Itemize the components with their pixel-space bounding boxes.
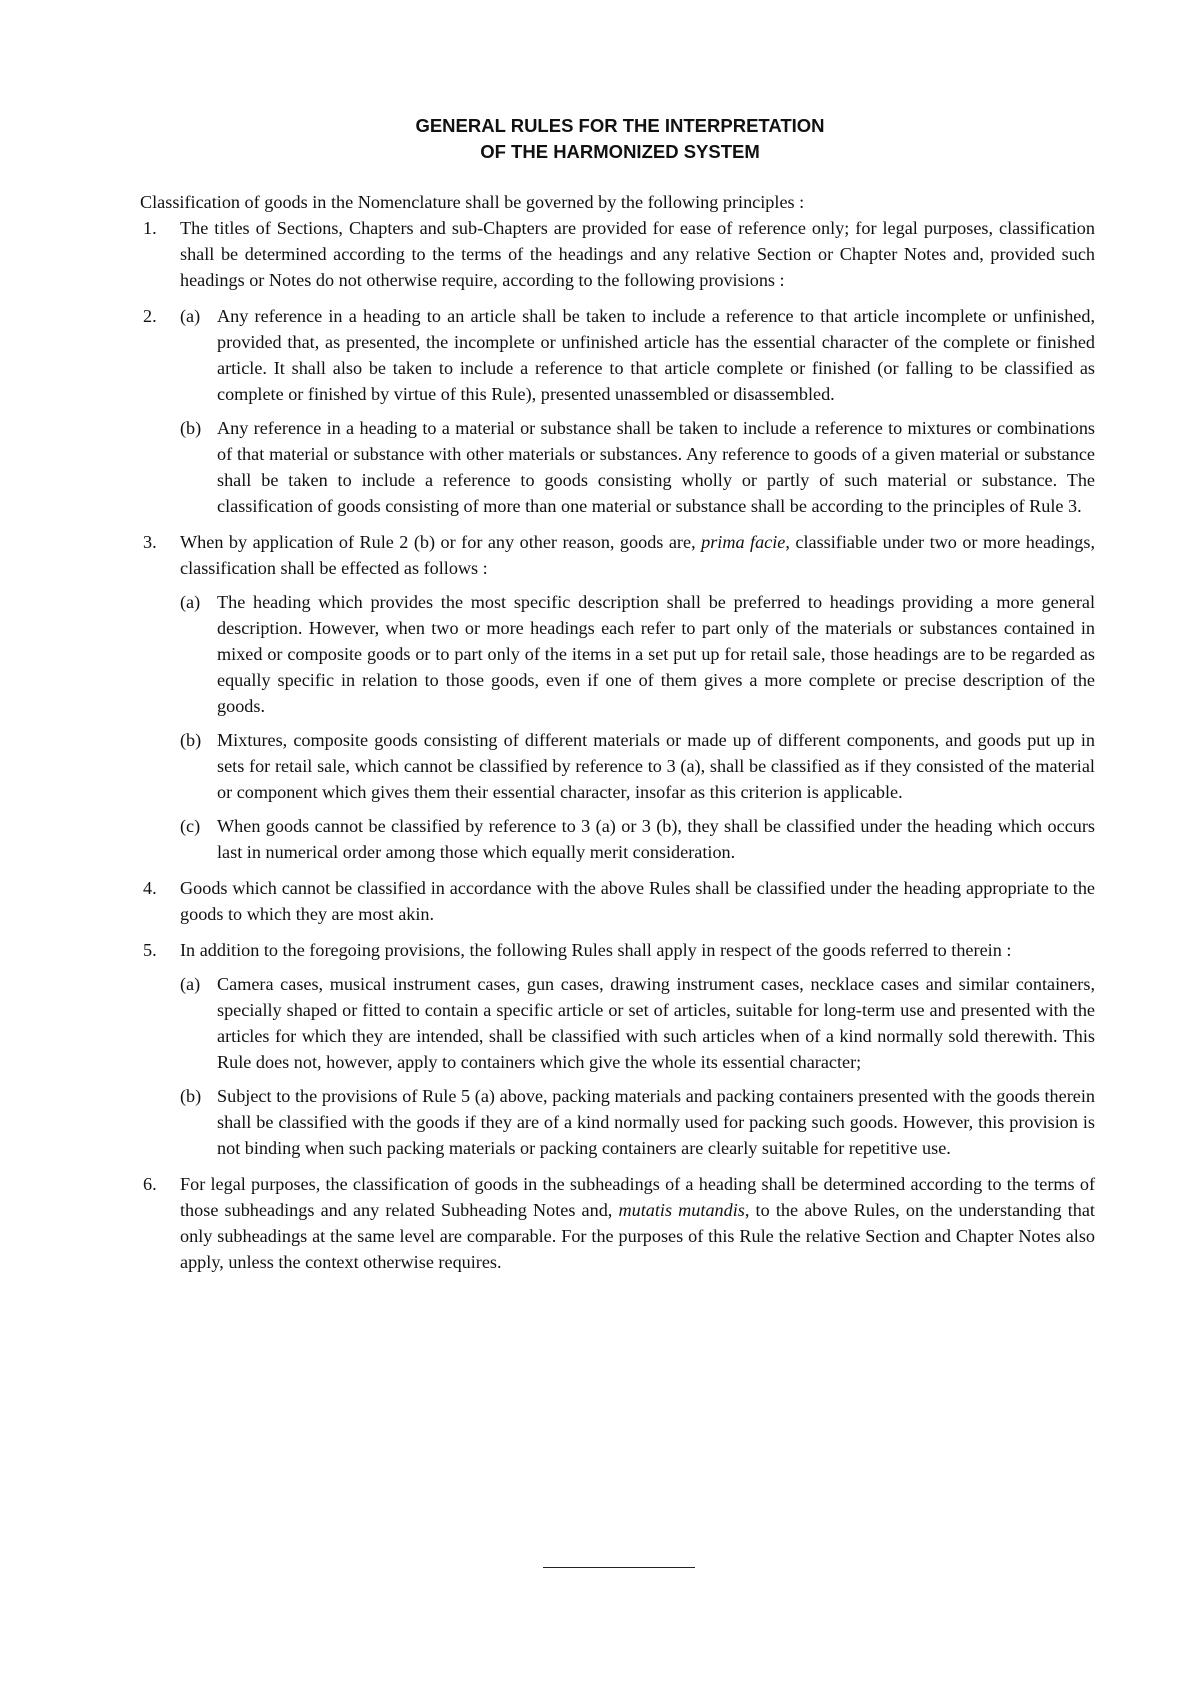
rule-1 — [140, 215, 1095, 293]
footer-divider — [543, 1567, 695, 1568]
intro-text-before: When by application of Rule 2 (b) or for any other reason, goods are, — [180, 532, 702, 552]
rule-number: 1. — [143, 218, 157, 238]
intro-text-after: , classifiable under two or more headings, classification shall be effected as follows : — [180, 532, 1095, 578]
rule-4 — [140, 875, 1095, 927]
sub-text: Any reference in a heading to a material or substance shall be taken to include a reference to mixtures or combinations of that material or substance with other materials or substances. Any reference to goods of a given material or substance shall be taken to include a reference to goods consisting wholly or partly of such material or substance. The classification of goods consisting of more than one material or substance shall be according to the principles of Rule 3. — [217, 418, 1095, 516]
page-title — [0, 113, 1200, 165]
title-line-1: GENERAL RULES FOR THE INTERPRETATION — [415, 115, 825, 136]
rule-3b — [180, 727, 1095, 805]
sub-text: Any reference in a heading to an article shall be taken to include a reference to that article incomplete or unfinished, provided that, as presented, the incomplete or unfinished article has the essential character of the complete or finished article. It shall also be taken to include a reference to that article complete or finished (or falling to be classified as complete or finished by virtue of this Rule), presented unassembled or disassembled. — [217, 306, 1095, 404]
title-line-2: OF THE HARMONIZED SYSTEM — [480, 141, 760, 162]
rule-2 — [140, 303, 1095, 519]
rule-3 — [140, 529, 1095, 865]
rule-number: 3. — [143, 532, 157, 552]
italic-term: mutatis mutandis — [618, 1200, 745, 1220]
text-before: For legal purposes, the classification of goods in the subheadings of a heading shall be determined according to the terms of those subheadings and any related Subheading Notes and, — [180, 1174, 1095, 1220]
text-after: , to the above Rules, on the understanding that only subheadings at the same level are comparable. For the purposes of this Rule the relative Section and Chapter Notes also apply, unless the context otherwise requires. — [180, 1200, 1095, 1272]
rule-number: 2. — [143, 306, 157, 326]
rule-2b — [180, 415, 1095, 519]
rule-number: 5. — [143, 940, 157, 960]
sub-label: (a) — [180, 974, 201, 994]
sub-label: (c) — [180, 816, 201, 836]
rule-text — [180, 1171, 1095, 1275]
rule-6 — [140, 1171, 1095, 1275]
rule-5b — [180, 1083, 1095, 1161]
sub-label: (a) — [180, 306, 201, 326]
rules-body — [140, 189, 1095, 1285]
intro-paragraph: Classification of goods in the Nomenclature shall be governed by the following principles : — [140, 192, 805, 212]
rule-5 — [140, 937, 1095, 1161]
rule-text: Goods which cannot be classified in accordance with the above Rules shall be classified under the heading appropriate to the goods to which they are most akin. — [180, 878, 1095, 924]
rule-2a — [180, 303, 1095, 407]
sub-label: (b) — [180, 730, 202, 750]
sub-label: (a) — [180, 592, 201, 612]
sub-text: The heading which provides the most specific description shall be preferred to headings providing a more general description. However, when two or more headings each refer to part only of the materials or substances contained in mixed or composite goods or to part only of the items in a set put up for retail sale, those headings are to be regarded as equally specific in relation to those goods, even if one of them gives a more complete or precise description of the goods. — [217, 592, 1095, 716]
rule-text: The titles of Sections, Chapters and sub-Chapters are provided for ease of reference only; for legal purposes, classification shall be determined according to the terms of the headings and any relative Section or Chapter Notes and, provided such headings or Notes do not otherwise require, according to the following provisions : — [180, 218, 1095, 290]
rule-number: 6. — [143, 1174, 157, 1194]
rule-3c — [180, 813, 1095, 865]
sub-text: When goods cannot be classified by reference to 3 (a) or 3 (b), they shall be classified under the heading which occurs last in numerical order among those which equally merit consideration. — [217, 816, 1095, 862]
sub-text: Camera cases, musical instrument cases, gun cases, drawing instrument cases, necklace cases and similar containers, specially shaped or fitted to contain a specific article or set of articles, suitable for long-term use and presented with the articles for which they are intended, shall be classified with such articles when of a kind normally sold therewith. This Rule does not, however, apply to containers which give the whole its essential character; — [217, 974, 1095, 1072]
italic-term: prima facie — [701, 532, 786, 552]
rule-5-intro: In addition to the foregoing provisions, the following Rules shall apply in respect of the goods referred to therein : — [180, 940, 1012, 960]
sub-text: Subject to the provisions of Rule 5 (a) above, packing materials and packing containers presented with the goods therein shall be classified with the goods if they are of a kind normally used for packing such goods. However, this provision is not binding when such packing materials or packing containers are clearly suitable for repetitive use. — [217, 1086, 1095, 1158]
rule-3a — [180, 589, 1095, 719]
sub-label: (b) — [180, 1086, 202, 1106]
rule-5a — [180, 971, 1095, 1075]
sub-text: Mixtures, composite goods consisting of different materials or made up of different components, and goods put up in sets for retail sale, which cannot be classified by reference to 3 (a), shall be classified as if they consisted of the material or component which gives them their essential character, insofar as this criterion is applicable. — [217, 730, 1095, 802]
rule-number: 4. — [143, 878, 157, 898]
sub-label: (b) — [180, 418, 202, 438]
rule-3-intro — [180, 529, 1095, 581]
